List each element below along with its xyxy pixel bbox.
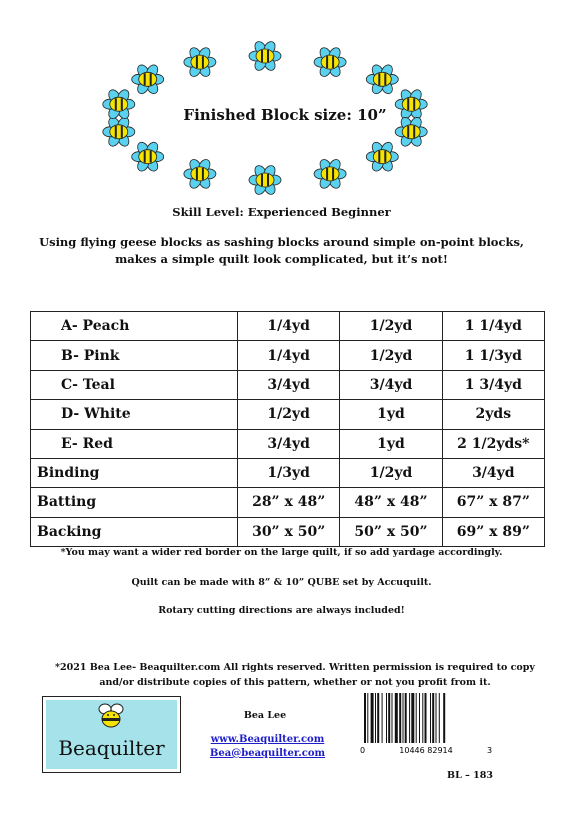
table-row — [31, 488, 545, 517]
yardage-cell: 1/3yd — [238, 458, 340, 487]
yardage-cell: 1/2yd — [340, 312, 442, 341]
table-row — [31, 400, 545, 429]
flower-bee-icon — [249, 164, 281, 197]
barcode-bar — [409, 693, 410, 743]
barcode-bar — [422, 693, 423, 743]
yardage-cell: 3/4yd — [340, 370, 442, 399]
yardage-cell: 2yds — [442, 400, 544, 429]
barcode-bar — [436, 693, 437, 743]
qube-note: Quilt can be made with 8” & 10” QUBE set by Accuquilt. — [131, 577, 432, 588]
yardage-cell: 1/4yd — [238, 341, 340, 370]
barcode-bar — [419, 693, 420, 743]
fabric-label: D- White — [31, 400, 238, 429]
barcode-bar — [432, 693, 434, 743]
yardage-cell: 1/2yd — [340, 458, 442, 487]
skill-level: Skill Level: Experienced Beginner — [172, 205, 391, 219]
table-row — [31, 312, 545, 341]
flower-bee-icon — [184, 46, 216, 79]
flower-bee-icon — [249, 40, 281, 72]
yardage-cell: 67” x 87” — [442, 488, 544, 517]
barcode-bar — [371, 693, 374, 743]
copyright-notice — [45, 660, 545, 690]
fabric-label: E- Red — [31, 429, 238, 458]
flower-bee-icon — [366, 63, 398, 96]
flower-bee-icon — [314, 158, 346, 191]
fabric-label: C- Teal — [31, 370, 238, 399]
table-row — [31, 370, 545, 399]
barcode-bar — [382, 693, 383, 743]
pattern-description — [20, 234, 543, 268]
flower-bee-icon — [103, 115, 135, 148]
barcode-number: 10446 82914 — [399, 746, 453, 755]
fabric-label: Binding — [31, 458, 238, 487]
yardage-cell: 3/4yd — [442, 458, 544, 487]
barcode-prefix: 0 — [360, 746, 366, 755]
barcode-bar — [416, 693, 417, 743]
fabric-label: Batting — [31, 488, 238, 517]
logo-text: Beaquilter — [58, 736, 165, 760]
flower-bee-icon — [184, 158, 216, 191]
rotary-note: Rotary cutting directions are always included! — [158, 605, 405, 616]
description-line-1: Using flying geese blocks as sashing blocks around simple on-point blocks, — [39, 235, 524, 249]
yardage-cell: 69” x 89” — [442, 517, 544, 546]
copyright-line-1: *2021 Bea Lee- Beaquilter.com All rights reserved. Written permission is required to copy — [55, 662, 535, 673]
barcode-bar — [367, 693, 368, 743]
table-row — [31, 429, 545, 458]
barcode-bar — [399, 693, 401, 743]
flower-bee-icon — [366, 140, 398, 173]
barcode-bar — [364, 693, 366, 743]
barcode — [360, 693, 492, 755]
barcode-bar — [430, 693, 431, 743]
yardage-cell: 1/4yd — [238, 312, 340, 341]
copyright-line-2: and/or distribute copies of this pattern, whether or not you profit from it. — [99, 677, 491, 688]
barcode-suffix: 3 — [487, 746, 492, 755]
yardage-cell: 1/2yd — [238, 400, 340, 429]
fabric-label: B- Pink — [31, 341, 238, 370]
yardage-cell: 2 1/2yds* — [442, 429, 544, 458]
barcode-bar — [411, 693, 414, 743]
fabric-label: Backing — [31, 517, 238, 546]
barcode-bar — [443, 693, 445, 743]
yardage-cell: 1yd — [340, 429, 442, 458]
barcode-bar — [439, 693, 440, 743]
beaquilter-logo — [42, 696, 181, 773]
yardage-cell: 1yd — [340, 400, 442, 429]
barcode-bar — [377, 693, 379, 743]
website-link[interactable]: www.Beaquilter.com — [210, 734, 325, 745]
barcode-bar — [395, 693, 398, 743]
barcode-bar — [388, 693, 390, 743]
red-border-note: *You may want a wider red border on the large quilt, if so add yardage accordingly. — [60, 547, 503, 558]
barcode-bar — [392, 693, 393, 743]
yardage-cell: 30” x 50” — [238, 517, 340, 546]
table-row — [31, 517, 545, 546]
yardage-cell: 1 3/4yd — [442, 370, 544, 399]
flower-bee-icon — [103, 88, 135, 121]
yardage-cell: 3/4yd — [238, 370, 340, 399]
yardage-cell: 28” x 48” — [238, 488, 340, 517]
yardage-cell: 50” x 50” — [340, 517, 442, 546]
flower-bee-icon — [132, 63, 164, 96]
yardage-cell: 48” x 48” — [340, 488, 442, 517]
flower-bee-icon — [314, 46, 346, 79]
yardage-cell: 1 1/3yd — [442, 341, 544, 370]
barcode-bar — [386, 693, 387, 743]
email-link[interactable]: Bea@beaquilter.com — [209, 748, 326, 759]
author-name: Bea Lee — [243, 710, 287, 721]
yardage-table — [30, 311, 545, 547]
barcode-bar — [425, 693, 427, 743]
pattern-code: BL – 183 — [447, 770, 493, 781]
fabric-label: A- Peach — [31, 312, 238, 341]
table-row — [31, 458, 545, 487]
description-line-2: makes a simple quilt look complicated, but it’s not! — [115, 252, 448, 266]
flower-bee-icon — [132, 140, 164, 173]
barcode-bar — [375, 693, 376, 743]
finished-block-size: Finished Block size: 10” — [183, 106, 387, 124]
yardage-cell: 3/4yd — [238, 429, 340, 458]
table-row — [31, 341, 545, 370]
yardage-cell: 1/2yd — [340, 341, 442, 370]
yardage-cell: 1 1/4yd — [442, 312, 544, 341]
barcode-bar — [405, 693, 407, 743]
bee-logo-icon — [96, 701, 126, 729]
barcode-bar — [403, 693, 404, 743]
